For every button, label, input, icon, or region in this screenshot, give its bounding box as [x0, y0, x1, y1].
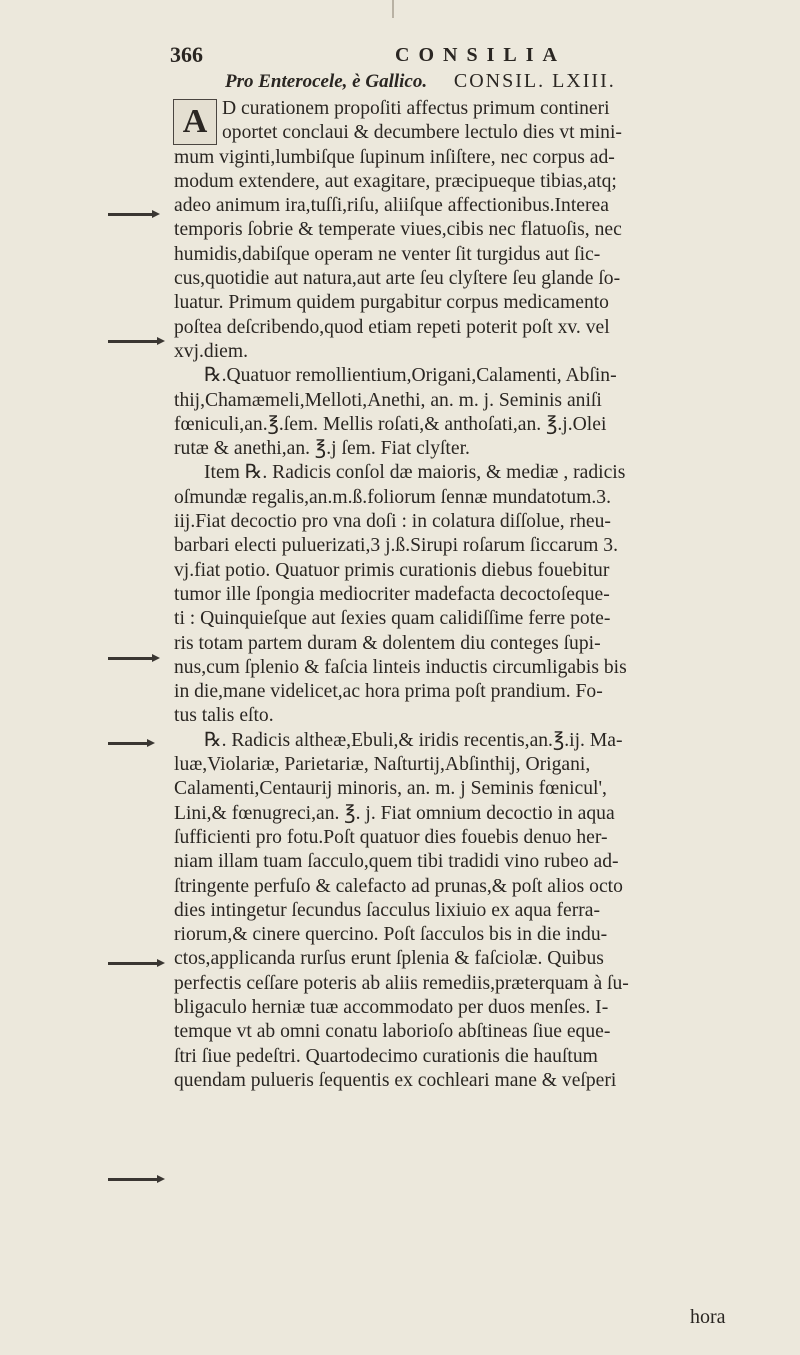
text-line: ris totam partem duram & dolentem diu conteges ſupi-: [174, 632, 601, 654]
text-line: rutæ & anethi,an. ℥.j ſem. Fiat clyſter.: [174, 438, 470, 460]
text-line: oſmundæ regalis,an.m.ß.foliorum ſennæ mundatotum.3.: [174, 486, 612, 508]
text-line: Lini,& fœnugreci,an. ℥. j. Fiat omnium decoctio in aqua: [174, 802, 615, 824]
decorated-initial: A: [173, 99, 217, 145]
text-line: tumor ille ſpongia mediocriter madefacta decoctoſeque-: [174, 583, 610, 605]
text-line: modum extendere, aut exagitare, præcipueque tibias,atq;: [174, 170, 617, 192]
page-stain: [392, 0, 394, 18]
text-line: ctos,applicanda rurſus erunt ſplenia & faſciolæ. Quibus: [174, 948, 604, 970]
margin-mark: [108, 213, 153, 216]
text-line: bligaculo herniæ tuæ accommodato per duos menſes. I-: [174, 996, 609, 1018]
text-line: iij.Fiat decoctio pro vna doſi : in colatura diſſolue, rheu-: [174, 511, 611, 533]
text-line: in die,mane videlicet,ac hora prima poſt prandium. Fo-: [174, 681, 603, 703]
text-line: dies intingetur ſecundus ſacculus lixiuio ex aqua ferra-: [174, 899, 601, 921]
text-line: ℞. Radicis altheæ,Ebuli,& iridis recentis,an.℥.ij. Ma-: [204, 729, 623, 751]
margin-mark: [108, 657, 153, 660]
text-line: quendam pulueris ſequentis ex cochleari mane & veſperi: [174, 1069, 617, 1091]
text-line: xvj.diem.: [174, 340, 249, 362]
text-line: fœniculi,an.℥.ſem. Mellis roſati,& anthoſati,an. ℥.j.Olei: [174, 413, 607, 435]
text-line: humidis,dabiſque operam ne venter ſit turgidus aut ſic-: [174, 243, 601, 265]
text-line: riorum,& cinere quercino. Poſt ſacculos bis in die indu-: [174, 924, 608, 946]
text-line: niam illam tuam ſacculo,quem tibi tradidi vino rubeo ad-: [174, 851, 619, 873]
text-line: adeo animum ira,tuſſi,riſu, aliiſque affectionibus.Interea: [174, 195, 609, 217]
text-line: ti : Quinquieſque aut ſexies quam calidiſſime ferre pote-: [174, 608, 611, 630]
catchword: hora: [690, 1306, 726, 1328]
body-text: [174, 97, 794, 1093]
text-line: cus,quotidie aut natura,aut arte ſeu clyſtere ſeu glande ſo-: [174, 268, 621, 290]
title-consil-number: CONSIL. LXIII.: [453, 70, 616, 92]
text-line: ℞.Quatuor remollientium,Origani,Calamenti, Abſin-: [204, 365, 617, 387]
text-line: Item ℞. Radicis conſol dæ maioris, & mediæ , radicis: [204, 462, 626, 484]
margin-mark: [108, 1178, 158, 1181]
text-line: ſtringente perfuſo & calefacto ad prunas,& poſt alios octo: [174, 875, 623, 897]
running-head: CONSILIA: [395, 44, 566, 66]
folio-number: 366: [170, 42, 203, 67]
consilium-title: [225, 70, 785, 93]
text-line: temque vt ab omni conatu laborioſo abſtineas ſiue eque-: [174, 1021, 611, 1043]
text-line: luæ,Violariæ, Parietariæ, Naſturtij,Abſinthij, Origani,: [174, 754, 591, 776]
text-line: ſtri ſiue pedeſtri. Quartodecimo curationis die hauſtum: [174, 1045, 598, 1067]
text-line: Calamenti,Centaurij minoris, an. m. j Seminis fœnicul',: [174, 778, 607, 800]
text-line: D curationem propoſiti affectus primum contineri: [222, 98, 610, 119]
margin-mark: [108, 742, 148, 745]
margin-mark: [108, 962, 158, 965]
text-line: ſufficienti pro fotu.Poſt quatuor dies fouebis denuo her-: [174, 826, 608, 848]
text-line: oportet conclaui & decumbere lectulo dies vt mini-: [222, 122, 622, 144]
text-line: barbari electi puluerizati,3 j.ß.Sirupi roſarum ſiccarum 3.: [174, 535, 618, 557]
margin-mark: [108, 340, 158, 343]
text-line: temporis ſobrie & temperate viues,cibis nec flatuoſis, nec: [174, 219, 622, 241]
text-line: tus talis eſto.: [174, 705, 274, 727]
page-header: [170, 42, 770, 72]
text-line: nus,cum ſplenio & faſcia linteis inductis circumligabis bis: [174, 656, 627, 678]
text-line: mum viginti,lumbiſque ſupinum inſiſtere, nec corpus ad-: [174, 146, 615, 168]
text-line: perfectis ceſſare poteris ab aliis remediis,præterquam à ſu-: [174, 972, 629, 994]
text-line: poſtea deſcribendo,quod etiam repeti poterit poſt xv. vel: [174, 316, 610, 338]
text-line: vj.fiat potio. Quatuor primis curationis diebus fouebitur: [174, 559, 610, 581]
title-subject: Pro Enterocele, è Gallico.: [225, 71, 428, 92]
text-line: thij,Chamæmeli,Melloti,Anethi, an. m. j. Seminis aniſi: [174, 389, 602, 411]
text-line: luatur. Primum quidem purgabitur corpus medicamento: [174, 292, 609, 314]
